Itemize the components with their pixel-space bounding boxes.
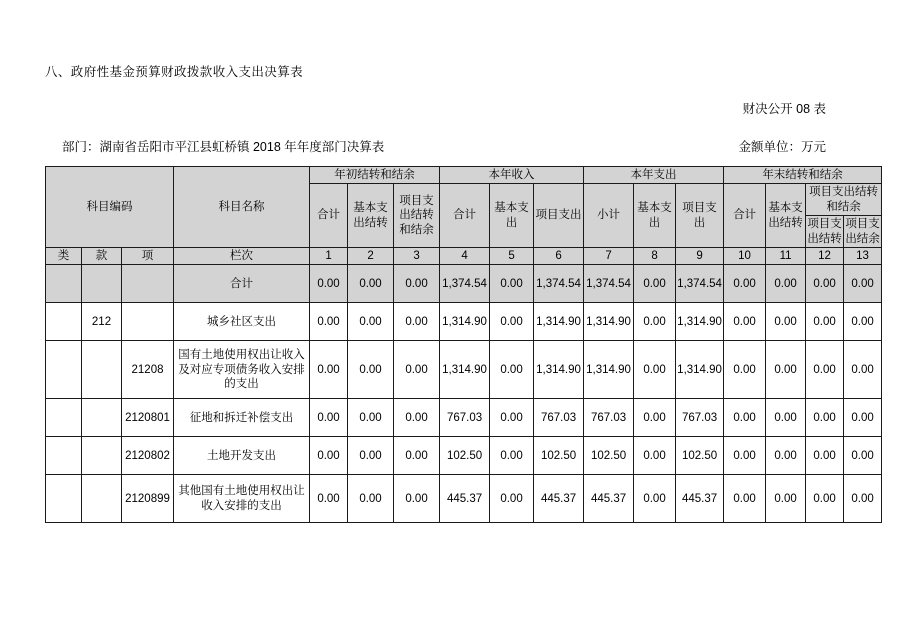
cell-value-7: 767.03 [584, 399, 634, 437]
table-row [46, 265, 882, 303]
cell-item [122, 303, 174, 341]
cell-value-13: 0.00 [844, 341, 882, 399]
th-col-12: 12 [806, 247, 844, 264]
th-group-expense: 本年支出 [584, 167, 724, 184]
th-section: 款 [82, 247, 122, 264]
cell-value-5: 0.00 [490, 399, 534, 437]
cell-value-6: 767.03 [534, 399, 584, 437]
cell-section: 212 [82, 303, 122, 341]
cell-value-9: 1,314.90 [676, 341, 724, 399]
cell-value-4: 1,314.90 [440, 341, 490, 399]
th-income-total: 合计 [440, 184, 490, 248]
th-col-2: 2 [348, 247, 394, 264]
cell-value-5: 0.00 [490, 341, 534, 399]
cell-value-13: 0.00 [844, 265, 882, 303]
cell-value-13: 0.00 [844, 475, 882, 523]
th-begin-basic: 基本支出结转 [348, 184, 394, 248]
cell-value-6: 102.50 [534, 437, 584, 475]
cell-value-11: 0.00 [766, 399, 806, 437]
cell-value-8: 0.00 [634, 265, 676, 303]
cell-value-4: 102.50 [440, 437, 490, 475]
cell-value-4: 1,314.90 [440, 303, 490, 341]
cell-value-3: 0.00 [394, 303, 440, 341]
cell-class [46, 399, 82, 437]
th-col-1: 1 [310, 247, 348, 264]
th-expense-subtotal: 小计 [584, 184, 634, 248]
cell-value-10: 0.00 [724, 341, 766, 399]
table-row [46, 475, 882, 523]
cell-value-12: 0.00 [806, 437, 844, 475]
cell-value-5: 0.00 [490, 303, 534, 341]
cell-value-1: 0.00 [310, 265, 348, 303]
cell-value-7: 1,314.90 [584, 303, 634, 341]
th-col-9: 9 [676, 247, 724, 264]
th-end-project-surplus: 项目支出结余 [844, 216, 882, 248]
th-col-4: 4 [440, 247, 490, 264]
cell-subject-name: 土地开发支出 [174, 437, 310, 475]
cell-value-12: 0.00 [806, 475, 844, 523]
th-end-basic: 基本支出结转 [766, 184, 806, 248]
th-end-project-carry: 项目支出结转 [806, 216, 844, 248]
cell-value-10: 0.00 [724, 437, 766, 475]
cell-item: 2120899 [122, 475, 174, 523]
cell-value-3: 0.00 [394, 399, 440, 437]
table-header-row-1 [46, 167, 882, 184]
cell-section [82, 399, 122, 437]
cell-value-2: 0.00 [348, 303, 394, 341]
cell-value-3: 0.00 [394, 341, 440, 399]
cell-value-13: 0.00 [844, 399, 882, 437]
cell-value-8: 0.00 [634, 341, 676, 399]
cell-class [46, 341, 82, 399]
cell-value-3: 0.00 [394, 475, 440, 523]
cell-section [82, 475, 122, 523]
cell-value-2: 0.00 [348, 437, 394, 475]
th-col-11: 11 [766, 247, 806, 264]
cell-value-1: 0.00 [310, 303, 348, 341]
cell-value-7: 1,314.90 [584, 341, 634, 399]
cell-value-11: 0.00 [766, 265, 806, 303]
cell-value-2: 0.00 [348, 341, 394, 399]
th-col-3: 3 [394, 247, 440, 264]
cell-item [122, 265, 174, 303]
cell-value-9: 102.50 [676, 437, 724, 475]
th-begin-project: 项目支出结转和结余 [394, 184, 440, 248]
cell-value-13: 0.00 [844, 437, 882, 475]
th-subject-code: 科目编码 [46, 167, 174, 248]
th-col-10: 10 [724, 247, 766, 264]
cell-value-5: 0.00 [490, 437, 534, 475]
th-end-project-group: 项目支出结转和结余 [806, 184, 882, 216]
table-row [46, 399, 882, 437]
table-row [46, 437, 882, 475]
cell-value-9: 1,374.54 [676, 265, 724, 303]
cell-value-5: 0.00 [490, 475, 534, 523]
cell-class [46, 265, 82, 303]
cell-value-10: 0.00 [724, 303, 766, 341]
th-col-6: 6 [534, 247, 584, 264]
th-item: 项 [122, 247, 174, 264]
cell-value-1: 0.00 [310, 399, 348, 437]
th-income-basic: 基本支出 [490, 184, 534, 248]
th-expense-project: 项目支出 [676, 184, 724, 248]
cell-subject-name: 合计 [174, 265, 310, 303]
budget-table [45, 166, 882, 523]
cell-class [46, 303, 82, 341]
th-subject-name: 科目名称 [174, 167, 310, 248]
cell-value-13: 0.00 [844, 303, 882, 341]
page-title: 八、政府性基金预算财政拨款收入支出决算表 [45, 65, 304, 79]
cell-value-10: 0.00 [724, 475, 766, 523]
cell-value-7: 445.37 [584, 475, 634, 523]
cell-value-3: 0.00 [394, 437, 440, 475]
form-number: 财决公开 08 表 [742, 102, 826, 116]
cell-value-10: 0.00 [724, 399, 766, 437]
cell-subject-name: 征地和拆迁补偿支出 [174, 399, 310, 437]
cell-value-4: 767.03 [440, 399, 490, 437]
cell-value-8: 0.00 [634, 303, 676, 341]
cell-value-4: 445.37 [440, 475, 490, 523]
cell-section [82, 341, 122, 399]
cell-value-11: 0.00 [766, 341, 806, 399]
cell-value-3: 0.00 [394, 265, 440, 303]
cell-value-1: 0.00 [310, 437, 348, 475]
cell-value-8: 0.00 [634, 475, 676, 523]
cell-value-7: 1,374.54 [584, 265, 634, 303]
department-line: 部门：湖南省岳阳市平江县虹桥镇 2018 年年度部门决算表 [62, 140, 385, 154]
th-expense-basic: 基本支出 [634, 184, 676, 248]
cell-item: 2120801 [122, 399, 174, 437]
th-begin-total: 合计 [310, 184, 348, 248]
cell-class [46, 475, 82, 523]
th-income-project: 项目支出 [534, 184, 584, 248]
cell-value-12: 0.00 [806, 399, 844, 437]
table-header-row-columns [46, 247, 882, 264]
cell-subject-name: 其他国有土地使用权出让收入安排的支出 [174, 475, 310, 523]
cell-value-5: 0.00 [490, 265, 534, 303]
cell-section [82, 437, 122, 475]
th-col-13: 13 [844, 247, 882, 264]
cell-value-4: 1,374.54 [440, 265, 490, 303]
cell-value-6: 1,314.90 [534, 341, 584, 399]
cell-value-12: 0.00 [806, 265, 844, 303]
cell-value-8: 0.00 [634, 399, 676, 437]
th-group-begin: 年初结转和结余 [310, 167, 440, 184]
cell-value-6: 1,374.54 [534, 265, 584, 303]
th-column-row-label: 栏次 [174, 247, 310, 264]
th-col-7: 7 [584, 247, 634, 264]
cell-value-11: 0.00 [766, 475, 806, 523]
cell-item: 21208 [122, 341, 174, 399]
cell-value-2: 0.00 [348, 399, 394, 437]
cell-value-2: 0.00 [348, 265, 394, 303]
th-col-8: 8 [634, 247, 676, 264]
cell-value-1: 0.00 [310, 475, 348, 523]
cell-value-6: 445.37 [534, 475, 584, 523]
cell-value-6: 1,314.90 [534, 303, 584, 341]
th-class: 类 [46, 247, 82, 264]
cell-value-2: 0.00 [348, 475, 394, 523]
th-col-5: 5 [490, 247, 534, 264]
cell-value-12: 0.00 [806, 303, 844, 341]
cell-value-11: 0.00 [766, 303, 806, 341]
amount-unit-line: 金额单位：万元 [738, 140, 826, 154]
cell-subject-name: 城乡社区支出 [174, 303, 310, 341]
cell-item: 2120802 [122, 437, 174, 475]
th-group-income: 本年收入 [440, 167, 584, 184]
cell-value-1: 0.00 [310, 341, 348, 399]
cell-value-10: 0.00 [724, 265, 766, 303]
cell-value-8: 0.00 [634, 437, 676, 475]
cell-class [46, 437, 82, 475]
table-row [46, 303, 882, 341]
cell-subject-name: 国有土地使用权出让收入及对应专项债务收入安排的支出 [174, 341, 310, 399]
cell-value-9: 1,314.90 [676, 303, 724, 341]
th-end-total: 合计 [724, 184, 766, 248]
cell-value-7: 102.50 [584, 437, 634, 475]
th-group-end: 年末结转和结余 [724, 167, 882, 184]
cell-value-12: 0.00 [806, 341, 844, 399]
cell-value-9: 445.37 [676, 475, 724, 523]
cell-value-11: 0.00 [766, 437, 806, 475]
table-row [46, 341, 882, 399]
cell-value-9: 767.03 [676, 399, 724, 437]
cell-section [82, 265, 122, 303]
